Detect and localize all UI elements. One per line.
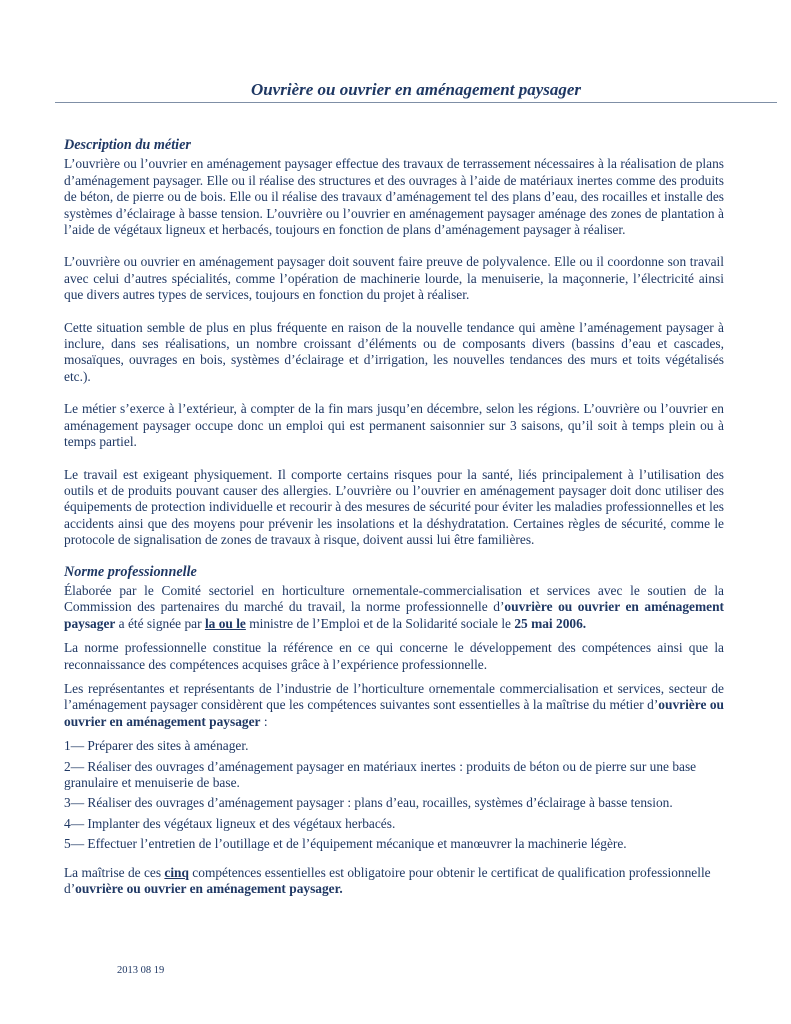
list-item: 5— Effectuer l’entretien de l’outillage et de l’équipement mécanique et manœuvrer la machinerie légère. [64, 836, 627, 852]
document-title: Ouvrière ou ouvrier en aménagement paysager [250, 80, 582, 99]
paragraph: La norme professionnelle constitue la référence en ce qui concerne le développement des compétences ainsi que la reconnaissance des compétences acquises grâce à l’expérience professionnelle. [64, 640, 724, 672]
list-item: 4— Implanter des végétaux ligneux et des végétaux herbacés. [64, 815, 396, 831]
paragraph-signature: Élaborée par le Comité sectoriel en horticulture ornementale-commercialisation et services avec le soutien de la Commission des partenaires du marché du travail, la norme professionnelle d’ouvrière ou ouvrier en aménagement paysager a été signée par la ou le ministre de l’Emploi et de la Solidarité sociale le 25 mai 2006. [64, 582, 724, 631]
paragraph: Le travail est exigeant physiquement. Il comporte certains risques pour la santé, liés principalement à l’utilisation des outils et de produits pouvant causer des allergies. L’ouvrière ou l’ouvrier en aménagement paysager doit donc utiliser des équipements de protection individuelle et recourir à des mesures de sécurité pour éviter les maladies professionnelles et les accidents ainsi que des moyens pour prévenir les insolations et la déshydratation. Certaines règles de sécurité, comme le protocole de signalisation de zones de travaux à risque, doivent aussi lui être familières. [64, 466, 724, 548]
paragraph-conclusion: La maîtrise de ces cinq compétences essentielles est obligatoire pour obtenir le certificat de qualification professionnelle d’ouvrière ou ouvrier en aménagement paysager. [64, 864, 711, 897]
paragraph: L’ouvrière ou l’ouvrier en aménagement paysager effectue des travaux de terrassement nécessaires à la réalisation de plans d’aménagement paysager. Elle ou il réalise des structures et des ouvrages à l’aide de matériaux inertes comme des produits de béton, de pierre ou de bois. Elle ou il réalise des travaux d’aménagement tel des plans d’eau, des rocailles et installe des systèmes d’éclairage à basse tension. L’ouvrière ou l’ouvrier en aménagement paysager aménage des zones de plantation à l’aide de végétaux ligneux et herbacés, toujours en fonction de plans d’aménagement paysager à réaliser. [64, 156, 724, 238]
paragraph: Le métier s’exerce à l’extérieur, à compter de la fin mars jusqu’en décembre, selon les régions. L’ouvrière ou l’ouvrier en aménagement paysager occupe donc un emploi qui est permanent saisonnier sur 3 saisons, qu’il soit à temps plein ou à temps partiel. [64, 401, 724, 450]
list-item: 3— Réaliser des ouvrages d’aménagement paysager : plans d’eau, rocailles, systèmes d’éclairage à basse tension. [64, 795, 673, 811]
document-date: 2013 08 19 [117, 965, 165, 976]
document-body [64, 137, 724, 897]
title-divider [55, 102, 777, 103]
section-heading-description: Description du métier [64, 137, 191, 153]
paragraph: L’ouvrière ou ouvrier en aménagement paysager doit souvent faire preuve de polyvalence. Elle ou il coordonne son travail avec celui d’autres spécialités, comme l’opération de machinerie lourde, la menuiserie, la maçonnerie, l’électricité ainsi que divers autres types de services, toujours en fonction du projet à réaliser. [64, 254, 724, 303]
list-item: 2— Réaliser des ouvrages d’aménagement paysager en matériaux inertes : produits de béton ou de pierre sur une base granulaire et menuiserie de base. [64, 758, 697, 790]
paragraph: Cette situation semble de plus en plus fréquente en raison de la nouvelle tendance qui amène l’aménagement paysager à inclure, dans ses réalisations, un nombre croissant d’éléments ou de composants divers (bassins d’eau et cascades, mosaïques, ouvrages en bois, systèmes d’éclairage et d’irrigation, les nouvelles tendances des murs et toits végétalisés etc.). [64, 319, 724, 384]
section-heading-norme: Norme professionnelle [64, 563, 197, 580]
paragraph-competences-intro: Les représentantes et représentants de l’industrie de l’horticulture ornementale commercialisation et services, secteur de l’aménagement paysager considèrent que les compétences suivantes sont essentielles à la maîtrise du métier d’ouvrière ou ouvrier en aménagement paysager : [64, 680, 724, 729]
list-item: 1— Préparer des sites à aménager. [64, 738, 249, 754]
